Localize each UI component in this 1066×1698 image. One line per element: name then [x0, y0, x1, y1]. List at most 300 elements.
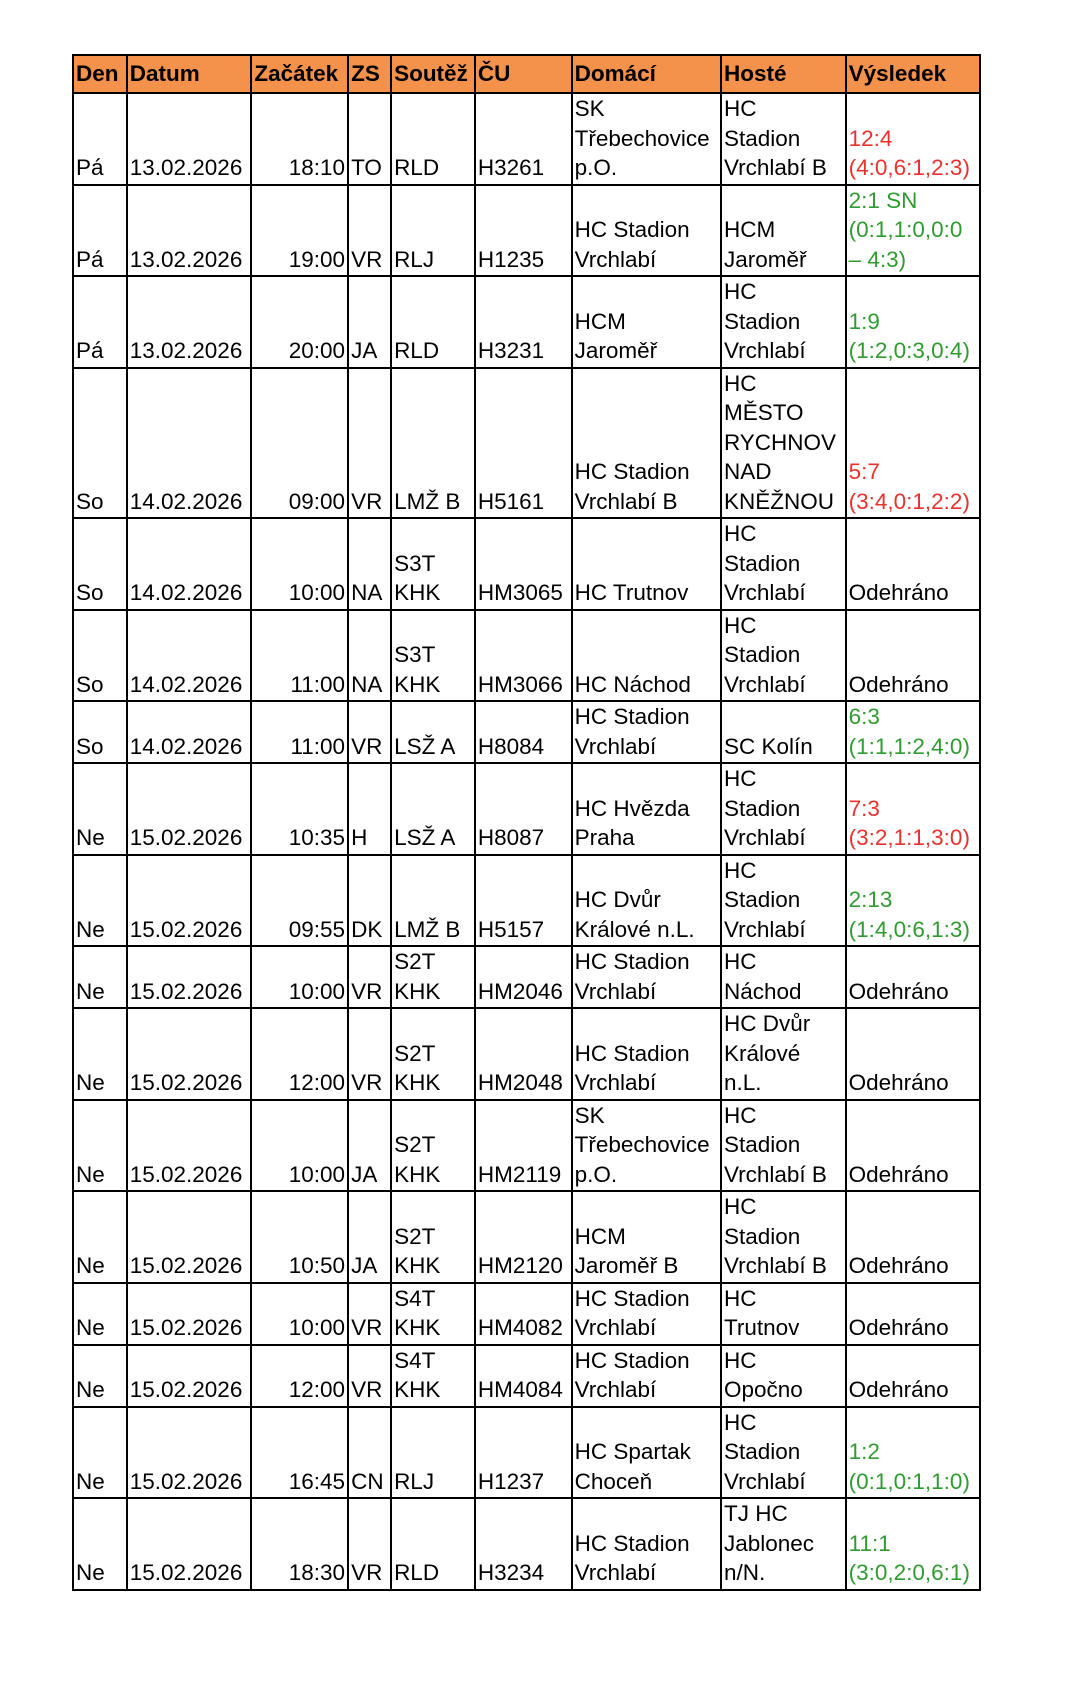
- col-zs-header: ZS: [348, 55, 391, 93]
- datum-cell: 15.02.2026: [127, 1283, 252, 1345]
- vysledek-line: 2:13: [848, 887, 893, 912]
- vysledek-line: Odehráno: [848, 671, 949, 697]
- vysledek-cell: [846, 518, 980, 610]
- hoste-cell: [721, 763, 846, 855]
- table-row: [73, 763, 980, 855]
- vysledek-line: 5:7: [848, 459, 880, 484]
- vysledek-cell: [846, 1100, 980, 1192]
- soutez-cell: [391, 946, 475, 1008]
- den-cell: Ne: [73, 1283, 127, 1345]
- domaci-line: p.O.: [574, 155, 618, 180]
- hoste-line: HC: [723, 1347, 757, 1373]
- datum-cell: 15.02.2026: [127, 763, 252, 855]
- zs-cell: VR: [348, 946, 391, 1008]
- domaci-line: Vrchlabí: [574, 246, 657, 272]
- soutez-line: KHK: [394, 1070, 441, 1095]
- soutez-line: RLD: [394, 1560, 440, 1585]
- table-row: [73, 1100, 980, 1192]
- zacatek-cell: 11:00: [251, 610, 348, 702]
- soutez-line: RLJ: [394, 246, 435, 272]
- soutez-line: S2T: [394, 1223, 436, 1249]
- soutez-cell: [391, 701, 475, 763]
- hoste-line: RYCHNOV: [723, 429, 837, 455]
- hoste-line: Stadion: [723, 125, 801, 151]
- vysledek-line: 12:4: [848, 125, 893, 151]
- den-cell: Pá: [73, 93, 127, 185]
- col-datum-header: Datum: [127, 55, 252, 93]
- hoste-line: Stadion: [723, 1439, 801, 1464]
- soutez-line: KHK: [394, 1315, 441, 1340]
- den-cell: Ne: [73, 946, 127, 1008]
- col-vysledek-header: Výsledek: [846, 55, 980, 93]
- datum-cell: 15.02.2026: [127, 1191, 252, 1283]
- vysledek-cell: [846, 368, 980, 519]
- den-cell: So: [73, 610, 127, 702]
- vysledek-cell: [846, 1345, 980, 1407]
- vysledek-line: 2:1 SN: [848, 187, 918, 213]
- datum-cell: 15.02.2026: [127, 1008, 252, 1100]
- table-row: [73, 855, 980, 947]
- domaci-line: HC Stadion: [574, 1347, 690, 1373]
- soutez-cell: [391, 1100, 475, 1192]
- zacatek-cell: 10:00: [251, 1283, 348, 1345]
- den-cell: So: [73, 368, 127, 519]
- vysledek-line: 6:3: [848, 704, 880, 729]
- hoste-line: Stadion: [723, 550, 801, 576]
- hoste-line: HCM: [723, 217, 776, 242]
- vysledek-cell: [846, 946, 980, 1008]
- zacatek-cell: 16:45: [251, 1407, 348, 1499]
- cu-cell: H8084: [475, 701, 572, 763]
- vysledek-cell: [846, 1008, 980, 1100]
- den-cell: Ne: [73, 1008, 127, 1100]
- hoste-line: Stadion: [723, 795, 801, 821]
- cu-cell: H3261: [475, 93, 572, 185]
- hoste-line: HC: [723, 612, 757, 638]
- hoste-line: Stadion: [723, 887, 801, 912]
- datum-cell: 15.02.2026: [127, 1100, 252, 1192]
- zs-cell: TO: [348, 93, 391, 185]
- hoste-line: Vrchlabí B: [723, 1161, 827, 1187]
- vysledek-line: Odehráno: [848, 1253, 949, 1278]
- zacatek-cell: 10:35: [251, 763, 348, 855]
- domaci-line: HC Stadion: [574, 704, 690, 729]
- den-cell: Ne: [73, 763, 127, 855]
- domaci-line: HCM: [574, 308, 626, 334]
- den-cell: Pá: [73, 185, 127, 277]
- soutez-line: S4T: [394, 1285, 436, 1311]
- domaci-line: HCM: [574, 1223, 626, 1249]
- vysledek-line: 7:3: [848, 795, 880, 821]
- hoste-line: Vrchlabí: [723, 338, 806, 363]
- table-row: [73, 701, 980, 763]
- domaci-line: Třebechovice: [574, 1132, 710, 1157]
- zs-cell: JA: [348, 1191, 391, 1283]
- domaci-cell: [572, 701, 721, 763]
- hoste-cell: [721, 276, 846, 368]
- hoste-cell: [721, 1191, 846, 1283]
- domaci-cell: [572, 518, 721, 610]
- vysledek-line: (1:2,0:3,0:4): [848, 338, 970, 363]
- datum-cell: 15.02.2026: [127, 946, 252, 1008]
- domaci-line: HC Spartak: [574, 1439, 691, 1464]
- zs-cell: VR: [348, 185, 391, 277]
- vysledek-line: (1:4,0:6,1:3): [848, 916, 970, 942]
- vysledek-cell: [846, 610, 980, 702]
- soutez-cell: [391, 1283, 475, 1345]
- den-cell: Ne: [73, 1191, 127, 1283]
- cu-cell: H5157: [475, 855, 572, 947]
- domaci-cell: [572, 1407, 721, 1499]
- vysledek-cell: [846, 763, 980, 855]
- col-soutez-header: Soutěž: [391, 55, 475, 93]
- hoste-line: Stadion: [723, 1223, 801, 1249]
- hoste-line: Vrchlabí B: [723, 1253, 827, 1278]
- datum-cell: 15.02.2026: [127, 855, 252, 947]
- datum-cell: 14.02.2026: [127, 610, 252, 702]
- soutez-line: LMŽ B: [394, 916, 461, 942]
- soutez-cell: [391, 610, 475, 702]
- hoste-line: HC: [723, 370, 757, 396]
- hoste-line: Vrchlabí: [723, 671, 806, 697]
- domaci-line: HC Stadion: [574, 949, 690, 974]
- zs-cell: VR: [348, 701, 391, 763]
- soutez-cell: [391, 368, 475, 519]
- domaci-cell: [572, 610, 721, 702]
- table-row: [73, 1345, 980, 1407]
- zacatek-cell: 09:00: [251, 368, 348, 519]
- zs-cell: H: [348, 763, 391, 855]
- table-row: [73, 185, 980, 277]
- soutez-line: S2T: [394, 1040, 436, 1066]
- zs-cell: VR: [348, 1498, 391, 1590]
- table-row: [73, 1008, 980, 1100]
- datum-cell: 13.02.2026: [127, 185, 252, 277]
- domaci-line: HC Dvůr: [574, 887, 661, 912]
- datum-cell: 13.02.2026: [127, 276, 252, 368]
- zs-cell: CN: [348, 1407, 391, 1499]
- zacatek-cell: 10:00: [251, 946, 348, 1008]
- cu-cell: H8087: [475, 763, 572, 855]
- vysledek-line: Odehráno: [848, 1070, 949, 1095]
- table-row: [73, 1191, 980, 1283]
- soutez-cell: [391, 1191, 475, 1283]
- domaci-cell: [572, 1498, 721, 1590]
- col-cu-header: ČU: [475, 55, 572, 93]
- den-cell: Ne: [73, 1100, 127, 1192]
- soutez-cell: [391, 93, 475, 185]
- domaci-cell: [572, 855, 721, 947]
- hoste-line: MĚSTO: [723, 400, 804, 425]
- hoste-cell: [721, 1345, 846, 1407]
- hoste-line: Náchod: [723, 978, 802, 1004]
- domaci-line: SK: [574, 1102, 605, 1128]
- datum-cell: 14.02.2026: [127, 518, 252, 610]
- hoste-cell: [721, 518, 846, 610]
- hoste-line: Stadion: [723, 642, 801, 667]
- domaci-cell: [572, 763, 721, 855]
- vysledek-cell: [846, 1191, 980, 1283]
- datum-cell: 15.02.2026: [127, 1498, 252, 1590]
- zs-cell: NA: [348, 610, 391, 702]
- zacatek-cell: 09:55: [251, 855, 348, 947]
- zacatek-cell: 20:00: [251, 276, 348, 368]
- den-cell: Ne: [73, 855, 127, 947]
- soutez-line: KHK: [394, 978, 441, 1004]
- cu-cell: H1235: [475, 185, 572, 277]
- domaci-line: HC Hvězda: [574, 795, 690, 821]
- vysledek-line: Odehráno: [848, 1161, 949, 1187]
- den-cell: Ne: [73, 1345, 127, 1407]
- cu-cell: H3234: [475, 1498, 572, 1590]
- cu-cell: H3231: [475, 276, 572, 368]
- zacatek-cell: 18:30: [251, 1498, 348, 1590]
- hoste-line: NAD: [723, 459, 772, 484]
- vysledek-line: (0:1,1:0,0:0: [848, 217, 963, 242]
- hoste-line: n.L.: [723, 1070, 762, 1095]
- domaci-cell: [572, 276, 721, 368]
- hoste-cell: [721, 93, 846, 185]
- cu-cell: HM4082: [475, 1283, 572, 1345]
- soutez-cell: [391, 1345, 475, 1407]
- hoste-line: Vrchlabí: [723, 1468, 806, 1494]
- vysledek-line: – 4:3): [848, 246, 907, 272]
- hoste-cell: [721, 1283, 846, 1345]
- domaci-cell: [572, 1283, 721, 1345]
- soutez-line: S3T: [394, 550, 436, 576]
- vysledek-cell: [846, 855, 980, 947]
- soutez-line: LMŽ B: [394, 488, 461, 514]
- hoste-line: Králové: [723, 1040, 801, 1066]
- hoste-line: Jablonec: [723, 1530, 815, 1556]
- hoste-line: Stadion: [723, 308, 801, 334]
- hoste-cell: [721, 368, 846, 519]
- hoste-line: HC: [723, 521, 757, 546]
- datum-cell: 15.02.2026: [127, 1345, 252, 1407]
- vysledek-cell: [846, 185, 980, 277]
- hoste-line: HC: [723, 766, 757, 791]
- cu-cell: HM2119: [475, 1100, 572, 1192]
- hoste-line: Vrchlabí: [723, 916, 806, 942]
- vysledek-line: Odehráno: [848, 1315, 949, 1340]
- soutez-line: KHK: [394, 1377, 441, 1402]
- domaci-line: HC Stadion: [574, 459, 690, 484]
- table-row: [73, 368, 980, 519]
- zs-cell: VR: [348, 1345, 391, 1407]
- soutez-line: RLD: [394, 155, 440, 180]
- match-schedule-table: [72, 54, 981, 1591]
- col-zacatek-header: Začátek: [251, 55, 348, 93]
- hoste-cell: [721, 855, 846, 947]
- soutez-cell: [391, 1008, 475, 1100]
- zacatek-cell: 18:10: [251, 93, 348, 185]
- vysledek-line: (3:2,1:1,3:0): [848, 825, 970, 850]
- soutez-cell: [391, 185, 475, 277]
- hoste-line: HC: [723, 949, 757, 974]
- hoste-line: Vrchlabí: [723, 825, 806, 850]
- datum-cell: 13.02.2026: [127, 93, 252, 185]
- domaci-line: Třebechovice: [574, 125, 710, 151]
- hoste-cell: [721, 1498, 846, 1590]
- schedule-page: [72, 54, 981, 1591]
- table-row: [73, 93, 980, 185]
- hoste-cell: [721, 1100, 846, 1192]
- domaci-line: Choceň: [574, 1468, 653, 1494]
- cu-cell: HM3065: [475, 518, 572, 610]
- hoste-line: Trutnov: [723, 1315, 800, 1340]
- hoste-line: HC: [723, 857, 757, 883]
- vysledek-line: (3:0,2:0,6:1): [848, 1560, 970, 1585]
- zs-cell: VR: [348, 1008, 391, 1100]
- datum-cell: 14.02.2026: [127, 368, 252, 519]
- datum-cell: 15.02.2026: [127, 1407, 252, 1499]
- vysledek-cell: [846, 276, 980, 368]
- vysledek-line: (4:0,6:1,2:3): [848, 155, 970, 180]
- table-header-row: [73, 55, 980, 93]
- hoste-line: Vrchlabí B: [723, 155, 827, 180]
- hoste-cell: [721, 610, 846, 702]
- zacatek-cell: 10:00: [251, 1100, 348, 1192]
- domaci-cell: [572, 1008, 721, 1100]
- hoste-line: Stadion: [723, 1132, 801, 1157]
- soutez-cell: [391, 855, 475, 947]
- datum-cell: 14.02.2026: [127, 701, 252, 763]
- hoste-line: Opočno: [723, 1377, 803, 1402]
- cu-cell: HM4084: [475, 1345, 572, 1407]
- zs-cell: VR: [348, 1283, 391, 1345]
- domaci-line: Králové n.L.: [574, 916, 695, 942]
- hoste-cell: [721, 1008, 846, 1100]
- zacatek-cell: 10:00: [251, 518, 348, 610]
- domaci-cell: [572, 1345, 721, 1407]
- soutez-line: S4T: [394, 1347, 436, 1373]
- soutez-line: KHK: [394, 1161, 441, 1187]
- vysledek-cell: [846, 701, 980, 763]
- vysledek-cell: [846, 1498, 980, 1590]
- col-domaci-header: Domácí: [572, 55, 721, 93]
- domaci-line: Vrchlabí: [574, 1315, 657, 1340]
- vysledek-line: (3:4,0:1,2:2): [848, 488, 970, 514]
- cu-cell: H5161: [475, 368, 572, 519]
- soutez-line: LSŽ A: [394, 733, 456, 759]
- hoste-line: HC: [723, 96, 757, 121]
- hoste-line: Vrchlabí: [723, 580, 806, 605]
- den-cell: So: [73, 518, 127, 610]
- hoste-cell: [721, 701, 846, 763]
- domaci-line: SK: [574, 96, 605, 121]
- den-cell: Ne: [73, 1498, 127, 1590]
- vysledek-line: (0:1,0:1,1:0): [848, 1468, 970, 1494]
- cu-cell: H1237: [475, 1407, 572, 1499]
- zs-cell: NA: [348, 518, 391, 610]
- soutez-line: KHK: [394, 671, 441, 697]
- zs-cell: VR: [348, 368, 391, 519]
- hoste-line: HC Dvůr: [723, 1011, 811, 1036]
- soutez-line: S3T: [394, 642, 436, 667]
- domaci-line: HC Stadion: [574, 217, 690, 242]
- domaci-line: HC Stadion: [574, 1530, 690, 1556]
- zacatek-cell: 10:50: [251, 1191, 348, 1283]
- domaci-cell: [572, 185, 721, 277]
- domaci-cell: [572, 1191, 721, 1283]
- table-row: [73, 518, 980, 610]
- domaci-line: Vrchlabí: [574, 1560, 657, 1585]
- vysledek-line: 1:2: [848, 1439, 880, 1464]
- soutez-line: RLD: [394, 338, 440, 363]
- hoste-line: HC: [723, 1285, 757, 1311]
- domaci-line: HC Stadion: [574, 1040, 690, 1066]
- domaci-line: Vrchlabí: [574, 1070, 657, 1095]
- hoste-line: HC: [723, 1102, 757, 1128]
- domaci-line: Vrchlabí: [574, 978, 657, 1004]
- hoste-line: Jaroměř: [723, 246, 807, 272]
- cu-cell: HM3066: [475, 610, 572, 702]
- col-den-header: Den: [73, 55, 127, 93]
- hoste-line: n/N.: [723, 1560, 766, 1585]
- table-row: [73, 1498, 980, 1590]
- vysledek-cell: [846, 1283, 980, 1345]
- vysledek-line: 11:1: [848, 1530, 891, 1556]
- zs-cell: JA: [348, 1100, 391, 1192]
- vysledek-line: (1:1,1:2,4:0): [848, 733, 970, 759]
- zs-cell: DK: [348, 855, 391, 947]
- table-body: [73, 93, 980, 1590]
- domaci-cell: [572, 368, 721, 519]
- hoste-line: HC: [723, 1409, 757, 1435]
- vysledek-line: Odehráno: [848, 580, 949, 605]
- soutez-line: S2T: [394, 949, 436, 974]
- soutez-line: KHK: [394, 1253, 441, 1278]
- vysledek-line: Odehráno: [848, 978, 949, 1004]
- zacatek-cell: 19:00: [251, 185, 348, 277]
- table-row: [73, 1283, 980, 1345]
- col-hoste-header: Hosté: [721, 55, 846, 93]
- domaci-line: p.O.: [574, 1161, 618, 1187]
- den-cell: Pá: [73, 276, 127, 368]
- zacatek-cell: 12:00: [251, 1008, 348, 1100]
- domaci-line: Vrchlabí: [574, 1377, 657, 1402]
- domaci-line: HC Trutnov: [574, 580, 689, 605]
- vysledek-line: 1:9: [848, 308, 880, 334]
- vysledek-cell: [846, 93, 980, 185]
- zacatek-cell: 11:00: [251, 701, 348, 763]
- vysledek-line: Odehráno: [848, 1377, 949, 1402]
- domaci-line: Jaroměř: [574, 338, 658, 363]
- den-cell: So: [73, 701, 127, 763]
- vysledek-cell: [846, 1407, 980, 1499]
- cu-cell: HM2120: [475, 1191, 572, 1283]
- domaci-line: Vrchlabí B: [574, 488, 678, 514]
- soutez-line: KHK: [394, 580, 441, 605]
- table-row: [73, 276, 980, 368]
- zacatek-cell: 12:00: [251, 1345, 348, 1407]
- soutez-cell: [391, 1498, 475, 1590]
- cu-cell: HM2048: [475, 1008, 572, 1100]
- zs-cell: JA: [348, 276, 391, 368]
- soutez-line: RLJ: [394, 1468, 435, 1494]
- hoste-cell: [721, 1407, 846, 1499]
- soutez-line: S2T: [394, 1132, 436, 1157]
- domaci-line: Jaroměř B: [574, 1253, 679, 1278]
- soutez-cell: [391, 518, 475, 610]
- table-row: [73, 610, 980, 702]
- hoste-line: HC: [723, 1194, 757, 1219]
- hoste-line: SC Kolín: [723, 733, 813, 759]
- domaci-line: HC Náchod: [574, 671, 691, 697]
- hoste-line: TJ HC: [723, 1501, 788, 1526]
- domaci-line: Vrchlabí: [574, 733, 657, 759]
- domaci-line: HC Stadion: [574, 1285, 690, 1311]
